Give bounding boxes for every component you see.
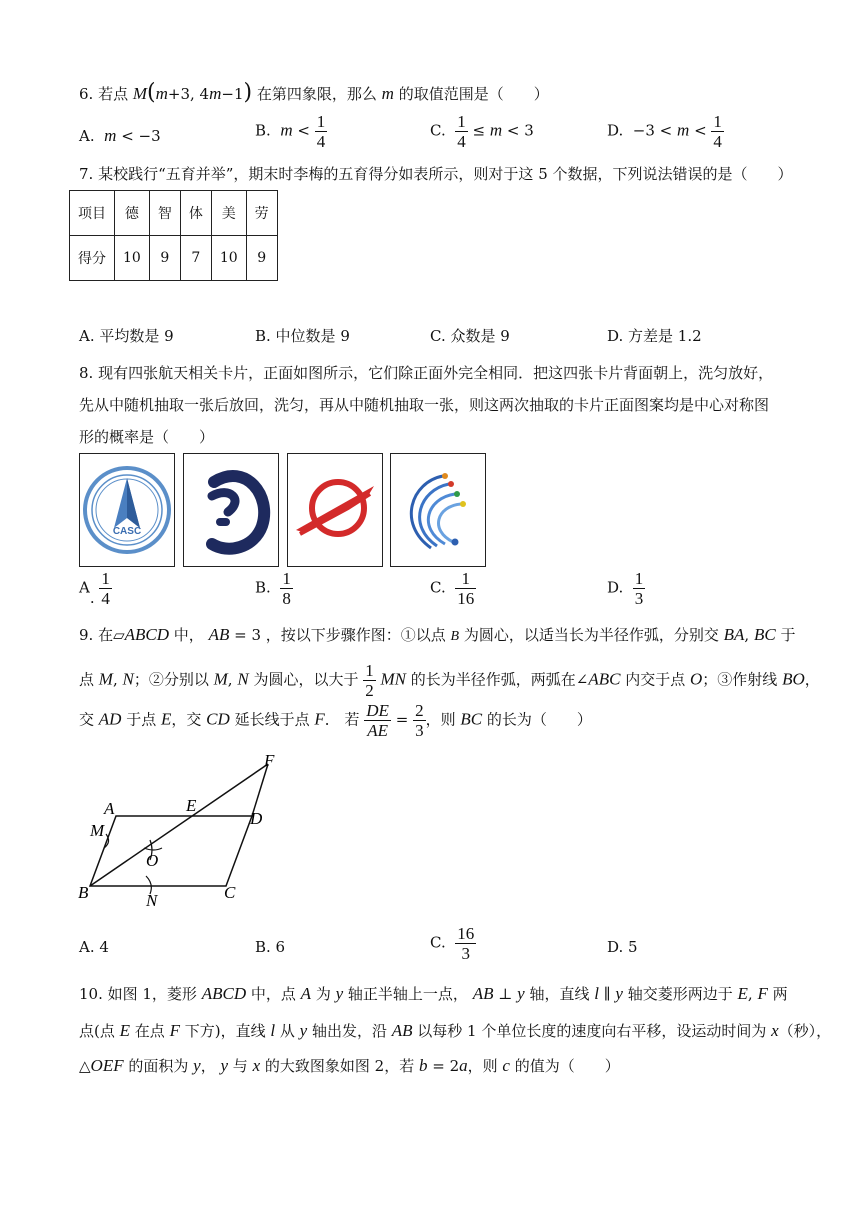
label-b: B (78, 883, 89, 902)
q7-option-c: C. 众数是 9 (430, 327, 510, 345)
q8-line-3: 形的概率是（ ） (79, 428, 215, 446)
table-row (70, 236, 278, 281)
q9-option-b: B. 6 (255, 938, 286, 956)
q10-line-1: 10. 如图 1，菱形 ABCD 中，点 A 为 y 轴正半轴上一点， AB ⊥ y 轴，直线 l ∥ y 轴交菱形两边于 E, F 两 (79, 984, 788, 1003)
parallelogram-figure (74, 752, 294, 912)
table-cell: 劳 (246, 191, 277, 236)
q9-line-3: 交 AD 于点 E，交 CD 延长线于点 F． 若 $\frac{DE}{AE}$ = $\frac{2}{3}$ ，则 BC 的长为（ ） (79, 701, 592, 740)
q7-option-b: B. 中位数是 9 (255, 327, 350, 345)
q7-option-a: A. 平均数是 9 (79, 327, 174, 345)
q8-option-a: A. $\frac{1}{4}$ (79, 569, 110, 608)
table-cell: 得分 (70, 236, 115, 281)
q10-line-2: 点(点 E 在点 F 下方)，直线 l 从 y 轴出发，沿 AB 以每秒 1 个单位长度的速度向右平移，设运动时间为 x（秒）， (79, 1021, 832, 1040)
q7-option-d: D. 方差是 1.2 (607, 327, 702, 345)
arc-o-1 (144, 848, 162, 850)
table-cell: 德 (115, 191, 150, 236)
q9-line-1: 9. 在▱ABCD 中， AB = 3 ，按以下步骤作图：①以点 B 为圆心，以适当长为半径作弧，分别交 BA, BC 于 (79, 625, 796, 644)
score-table (69, 190, 278, 281)
label-d: D (250, 809, 263, 828)
table-cell: 美 (211, 191, 246, 236)
q6-option-d: D. −3 < m < $\frac{1}{4}$ (607, 112, 722, 151)
table-row (70, 191, 278, 236)
q6-stem: 6. 若点 M(m+3, 4m−1) 在第四象限，那么 m 的取值范围是（ ） (79, 80, 549, 105)
label-a: A (104, 799, 115, 818)
label-o: O (146, 851, 159, 870)
table-cell: 9 (149, 236, 180, 281)
q7-stem: 7. 某校践行“五育并举”，期末时李梅的五育得分如表所示，则对于这 5 个数据，下列说法错误的是（ ） (79, 165, 793, 183)
q9-option-c: C. $\frac{16}{3}$ (430, 924, 475, 963)
ray-bo (90, 764, 268, 886)
q8-option-b: B. $\frac{1}{8}$ (255, 569, 291, 608)
casc-logo-text: CASC (112, 526, 142, 537)
q8-line-1: 8. 现有四张航天相关卡片，正面如图所示，它们除正面外完全相同．把这四张卡片背面朝上，洗匀放好， (79, 364, 774, 382)
table-cell: 9 (246, 236, 277, 281)
arcs-logo-icon (391, 454, 485, 566)
spiral-logo-icon (184, 454, 278, 566)
q6-option-a: A. m < −3 (79, 126, 161, 145)
parallelogram-shape (90, 816, 252, 886)
table-cell: 项目 (70, 191, 115, 236)
q9-line-2: 点 M, N；②分别以 M, N 为圆心，以大于 $\frac{1}{2}$ MN 的长为半径作弧，两弧在∠ABC 内交于点 O；③作射线 BO， (79, 661, 820, 700)
q9-option-d: D. 5 (607, 938, 638, 956)
table-cell: 10 (115, 236, 150, 281)
q8-option-d: D. $\frac{1}{3}$ (607, 569, 644, 608)
q6-option-c: C. $\frac{1}{4}$ ≤ m < 3 (430, 112, 534, 151)
casc-logo-icon (80, 454, 174, 566)
label-c: C (224, 883, 236, 902)
label-f: F (264, 752, 275, 770)
card-orbit-logo (287, 453, 383, 567)
card-casc-logo (79, 453, 175, 567)
q6-option-b: B. m < $\frac{1}{4}$ (255, 112, 326, 151)
q9-option-a: A. 4 (79, 938, 109, 956)
q8-line-2: 先从中随机抽取一张后放回，洗匀，再从中随机抽取一张，则这两次抽取的卡片正面图案均是中心对称图 (79, 396, 770, 414)
card-arcs-logo (390, 453, 486, 567)
q8-option-c: C. $\frac{1}{16}$ (430, 569, 475, 608)
label-n: N (146, 891, 158, 910)
table-cell: 7 (180, 236, 211, 281)
q10-line-3: △OEF 的面积为 y， y 与 x 的大致图象如图 2，若 b = 2a，则 c 的值为（ ） (79, 1056, 620, 1075)
card-spiral-logo (183, 453, 279, 567)
table-cell: 智 (149, 191, 180, 236)
table-cell: 10 (211, 236, 246, 281)
table-cell: 体 (180, 191, 211, 236)
label-m: M (90, 821, 105, 840)
label-e: E (186, 796, 197, 815)
orbit-logo-icon (288, 454, 382, 566)
